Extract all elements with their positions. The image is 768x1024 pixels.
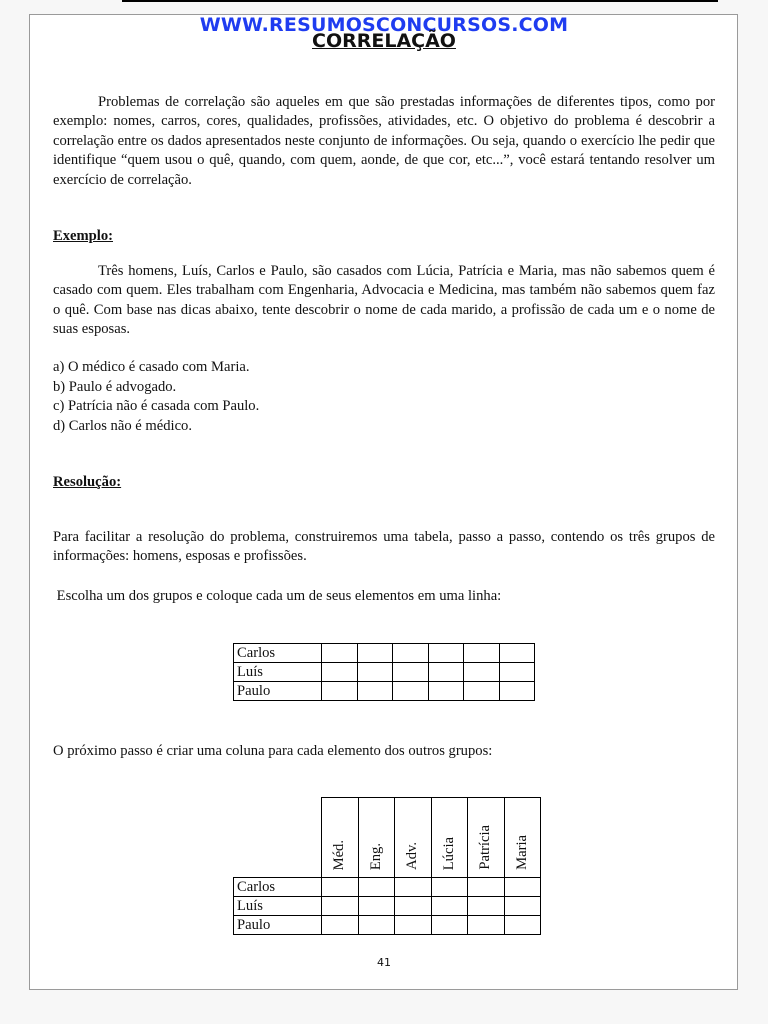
table-cell <box>428 682 464 701</box>
table-cell <box>431 878 468 897</box>
row-label: Luís <box>234 897 322 916</box>
table-cell <box>357 663 393 682</box>
table-row <box>234 663 535 682</box>
row-label: Paulo <box>234 682 322 701</box>
table-cell <box>358 897 395 916</box>
table-cell <box>499 644 535 663</box>
table-cell <box>322 916 359 935</box>
resolution-paragraph: Para facilitar a resolução do problema, construiremos uma tabela, passo a passo, contendo os três grupos de informações: homens, esposas e profissões. <box>53 529 715 565</box>
table-cell <box>431 916 468 935</box>
corner-cell <box>234 798 322 878</box>
names-table <box>233 643 535 701</box>
intro-paragraph: Problemas de correlação são aqueles em que são prestadas informações de diferentes tipos, como por exemplo: nomes, carros, cores, qualidades, profissões, atividades, etc. O objetivo do problema é descobrir a correlação entre os dados apresentados neste conjunto de informações. Ou seja, quando o exercício lhe pedir que identifique “quem usou o quê, quando, com quem, aonde, de que cor, etc...”, você estará tentando resolver um exercício de correlação. <box>53 94 715 188</box>
page-number: 41 <box>377 956 391 969</box>
row-label: Carlos <box>234 644 322 663</box>
table-cell <box>322 897 359 916</box>
table-cell <box>393 644 429 663</box>
table-row <box>234 682 535 701</box>
step2-instruction: O próximo passo é criar uma coluna para cada elemento dos outros grupos: <box>53 743 493 759</box>
table-cell <box>395 916 432 935</box>
table-cell <box>358 916 395 935</box>
clue-item: d) Carlos não é médico. <box>53 417 193 434</box>
table-cell <box>395 878 432 897</box>
clue-item: a) O médico é casado com Maria. <box>53 359 250 375</box>
table-cell <box>393 663 429 682</box>
table-cell <box>504 878 541 897</box>
table-cell <box>468 878 505 897</box>
table-cell <box>464 663 500 682</box>
clue-list <box>53 358 259 436</box>
top-rule <box>122 0 718 2</box>
header-row <box>234 798 541 878</box>
column-header: Lúcia <box>431 798 468 878</box>
resolution-heading: Resolução: <box>53 474 122 490</box>
row-label: Luís <box>234 663 322 682</box>
table-cell <box>464 682 500 701</box>
table-cell <box>428 644 464 663</box>
table-cell <box>504 916 541 935</box>
correlation-table <box>233 797 541 935</box>
row-label: Paulo <box>234 916 322 935</box>
table-cell <box>499 663 535 682</box>
table-cell <box>393 682 429 701</box>
table-row <box>234 897 541 916</box>
example-paragraph: Três homens, Luís, Carlos e Paulo, são casados com Lúcia, Patrícia e Maria, mas não sabemos quem é casado com quem. Eles trabalham com Engenharia, Advocacia e Medicina, mas também não sabemos quem faz o quê. Com base nas dicas abaixo, tente descobrir o nome de cada marido, a profissão de cada um e o nome de suas esposas. <box>53 263 715 338</box>
table-cell <box>357 644 393 663</box>
row-label: Carlos <box>234 878 322 897</box>
table-cell <box>499 682 535 701</box>
table-cell <box>322 878 359 897</box>
table-cell <box>431 897 468 916</box>
column-header: Maria <box>504 798 541 878</box>
site-watermark: WWW.RESUMOSCONCURSOS.COM <box>199 14 569 36</box>
clue-item: c) Patrícia não é casada com Paulo. <box>53 398 260 415</box>
table-row <box>234 644 535 663</box>
table-cell <box>428 663 464 682</box>
column-header: Méd. <box>322 798 359 878</box>
column-header: Adv. <box>395 798 432 878</box>
clue-item: b) Paulo é advogado. <box>53 378 177 395</box>
table-cell <box>504 897 541 916</box>
table-cell <box>357 682 393 701</box>
table-cell <box>322 644 358 663</box>
table-cell <box>358 878 395 897</box>
table-cell <box>468 916 505 935</box>
table-cell <box>468 897 505 916</box>
table-cell <box>322 663 358 682</box>
table-cell <box>322 682 358 701</box>
table-cell <box>395 897 432 916</box>
step1-instruction: Escolha um dos grupos e coloque cada um de seus elementos em uma linha: <box>53 588 502 604</box>
example-heading: Exemplo: <box>53 228 113 244</box>
column-header: Eng. <box>358 798 395 878</box>
table-row <box>234 916 541 935</box>
table-row <box>234 878 541 897</box>
column-header: Patrícia <box>468 798 505 878</box>
page-title: CORRELAÇÃO <box>312 30 456 52</box>
table-cell <box>464 644 500 663</box>
